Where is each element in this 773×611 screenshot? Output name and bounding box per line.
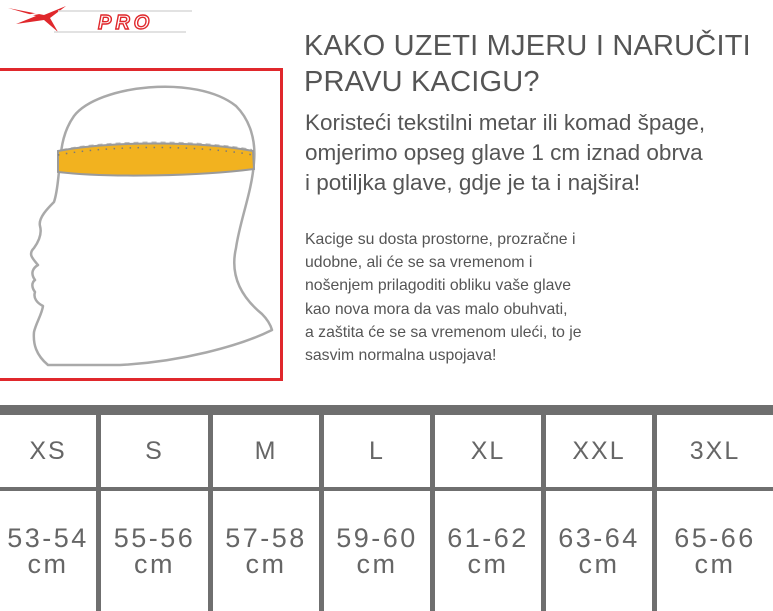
intro-line-2: omjerimo opseg glave 1 cm iznad obrva [305,140,703,165]
note-line-4: kao nova mora da vas malo obuhvati, [305,300,568,318]
note-line-2: udobne, ali će se sa vremenom i [305,254,533,272]
size-header-3xl: 3XL [657,415,773,487]
range-unit: cm [694,549,736,579]
size-range-xl [435,491,541,611]
title-line-2: PRAVU KACIGU? [304,66,540,98]
logo-text: PRO [98,12,154,34]
range-value: 53-54 [7,523,89,553]
range-value: 61-62 [447,523,529,553]
intro-line-3: i potiljka glave, gdje je ta i najšira! [305,170,641,195]
range-value: 63-64 [558,523,640,553]
range-unit: cm [27,549,69,579]
size-header-xl: XL [435,415,541,487]
note-line-3: nošenjem prilagoditi obliku vaše glave [305,277,572,295]
page-title [304,28,773,100]
range-unit: cm [578,549,620,579]
apro-logo [6,2,192,36]
size-header-xxl: XXL [546,415,652,487]
size-range-s [101,491,208,611]
note-line-1: Kacige su dosta prostorne, prozračne i [305,231,576,248]
size-range-xs [0,491,96,611]
intro-line-1: Koristeći tekstilni metar ili komad špage, [305,110,706,135]
measuring-tape [58,144,254,176]
size-range-3xl [657,491,773,611]
head-measurement-illustration [0,68,290,384]
size-range-l [324,491,430,611]
fit-note [305,228,645,367]
range-unit: cm [467,549,509,579]
size-header-s: S [101,415,208,487]
size-range-m [213,491,319,611]
size-range-xxl [546,491,652,611]
size-table [0,405,773,611]
size-header-l: L [324,415,430,487]
range-value: 57-58 [225,523,307,553]
range-value: 55-56 [113,523,196,553]
range-unit: cm [134,549,175,579]
range-unit: cm [245,549,287,579]
note-line-5: a zaštita će se sa vremenom uleći, to je [305,323,582,341]
range-value: 59-60 [336,523,418,553]
note-line-6: sasvim normalna uspojava! [305,347,497,365]
measurement-instructions [305,108,770,198]
size-header-xs: XS [0,415,96,487]
range-value: 65-66 [674,523,756,553]
title-line-1: KAKO UZETI MJERU I NARUČITI [304,30,751,62]
size-header-m: M [213,415,319,487]
range-unit: cm [356,549,398,579]
